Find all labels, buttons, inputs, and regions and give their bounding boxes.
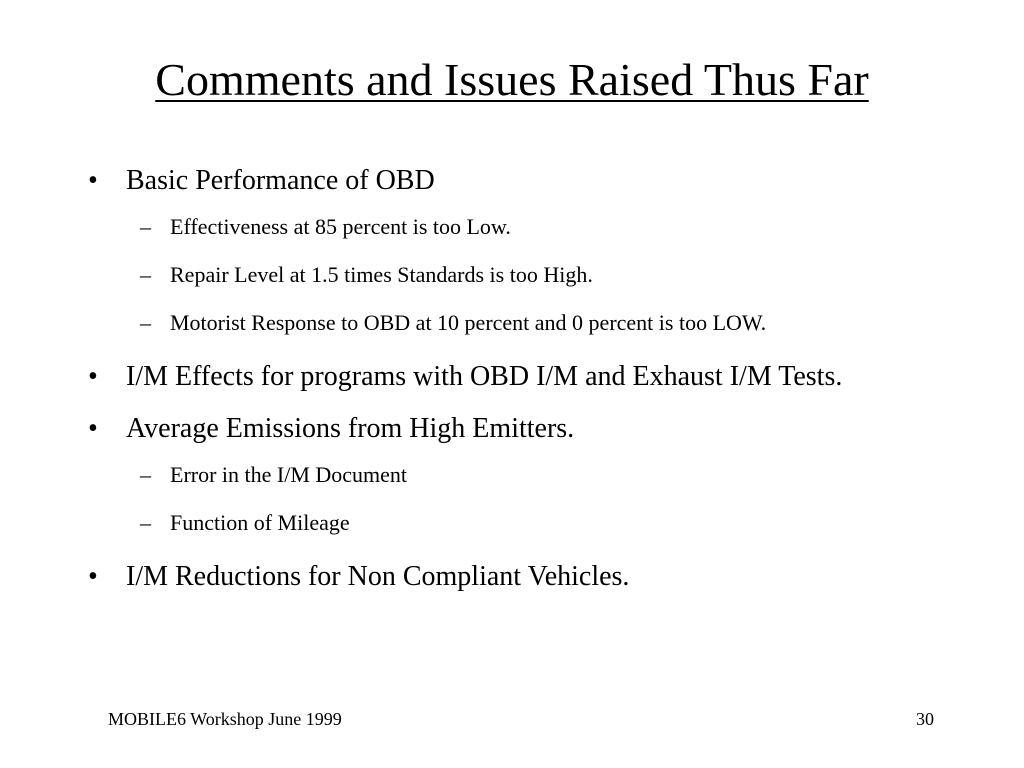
bullet-icon: • [88, 165, 98, 196]
footer-label: MOBILE6 Workshop June 1999 [108, 709, 342, 729]
sub-bullet-text: Motorist Response to OBD at 10 percent and 0 percent is too LOW. [170, 310, 767, 335]
sub-bullet-item [88, 506, 948, 540]
dash-icon: – [140, 214, 151, 239]
bullet-text: I/M Reductions for Non Compliant Vehicles. [126, 561, 630, 592]
bullet-icon: • [88, 413, 98, 444]
sub-bullet-item [88, 306, 948, 340]
sub-bullet-text: Repair Level at 1.5 times Standards is too High. [170, 262, 593, 287]
bullet-item [88, 406, 948, 452]
sub-bullet-text: Error in the I/M Document [170, 462, 408, 487]
slide-body [88, 158, 948, 606]
bullet-item [88, 554, 948, 600]
sub-bullet-item [88, 258, 948, 292]
sub-bullet-text: Effectiveness at 85 percent is too Low. [170, 214, 511, 239]
dash-icon: – [140, 510, 151, 535]
bullet-icon: • [88, 561, 98, 592]
bullet-text: Basic Performance of OBD [126, 165, 435, 196]
dash-icon: – [140, 462, 151, 487]
slide-title-text: Comments and Issues Raised Thus Far [155, 54, 869, 105]
sub-bullet-item [88, 458, 948, 492]
bullet-icon: • [88, 361, 98, 392]
bullet-item [88, 158, 948, 204]
sub-bullet-list [88, 210, 948, 340]
bullet-text: Average Emissions from High Emitters. [126, 413, 575, 444]
sub-bullet-list [88, 458, 948, 540]
sub-bullet-item [88, 210, 948, 244]
dash-icon: – [140, 310, 151, 335]
slide-title [0, 52, 1024, 108]
bullet-text: I/M Effects for programs with OBD I/M and Exhaust I/M Tests. [126, 361, 843, 392]
sub-bullet-text: Function of Mileage [170, 510, 350, 535]
page-number: 30 [916, 709, 934, 729]
dash-icon: – [140, 262, 151, 287]
bullet-item [88, 354, 948, 400]
